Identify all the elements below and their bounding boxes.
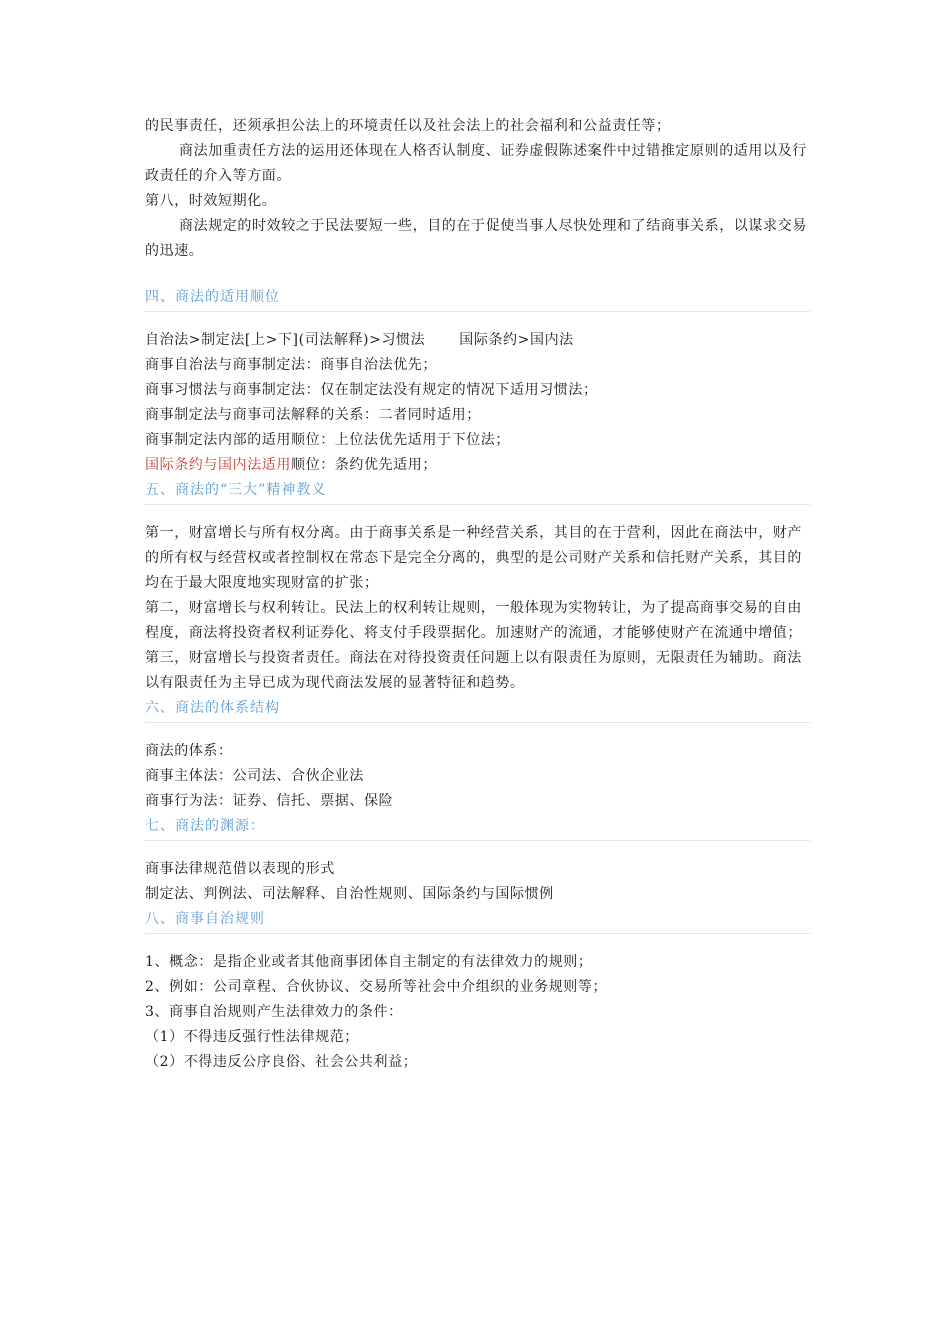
paragraph: 商事主体法：公司法、合伙企业法 bbox=[145, 768, 364, 784]
section-heading-6: 六、商法的体系结构 bbox=[145, 696, 810, 723]
paragraph: 第三，财富增长与投资者责任。商法在对待投资责任问题上以有限责任为原则，无限责任为辅助。商法以有限责任为主导已成为现代商法发展的显著特征和趋势。 bbox=[145, 650, 802, 691]
treaty-rule: 国际条约>国内法 bbox=[459, 332, 574, 348]
paragraph: 商法规定的时效较之于民法要短一些，目的在于促使当事人尽快处理和了结商事关系，以谋求交易的迅速。 bbox=[145, 218, 807, 259]
paragraph: 商事制定法与商事司法解释的关系：二者同时适用； bbox=[145, 407, 481, 423]
paragraph: 3、商事自治规则产生法律效力的条件： bbox=[145, 1004, 403, 1020]
paragraph: （2）不得违反公序良俗、社会公共利益； bbox=[145, 1054, 418, 1070]
paragraph: 1、概念：是指企业或者其他商事团体自主制定的有法律效力的规则； bbox=[145, 954, 593, 970]
paragraph: 商事法律规范借以表现的形式 bbox=[145, 861, 335, 877]
paragraph: 商法加重责任方法的运用还体现在人格否认制度、证券虚假陈述案件中过错推定原则的适用以及行政责任的介入等方面。 bbox=[145, 143, 807, 184]
highlighted-text: 国际条约与国内法适用 bbox=[145, 457, 291, 473]
paragraph: 商事自治法与商事制定法：商事自治法优先； bbox=[145, 357, 437, 373]
paragraph bbox=[145, 328, 810, 353]
precedence-rule: 自治法>制定法[上>下](司法解释)>习惯法 bbox=[145, 332, 426, 348]
section-heading-5: 五、商法的“三大”精神教义 bbox=[145, 478, 810, 505]
text: 顺位：条约优先适用； bbox=[291, 457, 437, 473]
paragraph: 的民事责任，还须承担公法上的环境责任以及社会法上的社会福利和公益责任等； bbox=[145, 118, 671, 134]
document-body bbox=[145, 114, 810, 1075]
paragraph: 制定法、判例法、司法解释、自治性规则、国际条约与国际惯例 bbox=[145, 886, 554, 902]
paragraph: 商事制定法内部的适用顺位：上位法优先适用于下位法； bbox=[145, 432, 510, 448]
paragraph: （1）不得违反强行性法律规范； bbox=[145, 1029, 359, 1045]
paragraph: 2、例如：公司章程、合伙协议、交易所等社会中介组织的业务规则等； bbox=[145, 979, 608, 995]
paragraph: 第一，财富增长与所有权分离。由于商事关系是一种经营关系，其目的在于营利，因此在商法中，财产的所有权与经营权或者控制权在常态下是完全分离的，典型的是公司财产关系和信托财产关系，其目的均在于最大限度地实现财富的扩张； bbox=[145, 525, 802, 591]
paragraph: 商事习惯法与商事制定法：仅在制定法没有规定的情况下适用习惯法； bbox=[145, 382, 598, 398]
paragraph: 商事行为法：证券、信托、票据、保险 bbox=[145, 793, 394, 809]
paragraph bbox=[145, 453, 810, 478]
paragraph: 商法的体系： bbox=[145, 743, 233, 759]
paragraph: 第二，财富增长与权利转让。民法上的权利转让规则，一般体现为实物转让，为了提高商事交易的自由程度，商法将投资者权利证券化、将支付手段票据化。加速财产的流通，才能够使财产在流通中增值； bbox=[145, 600, 802, 641]
section-heading-7: 七、商法的渊源： bbox=[145, 814, 810, 841]
paragraph: 第八，时效短期化。 bbox=[145, 193, 277, 209]
section-heading-4: 四、商法的适用顺位 bbox=[145, 285, 810, 312]
section-heading-8: 八、商事自治规则 bbox=[145, 907, 810, 934]
